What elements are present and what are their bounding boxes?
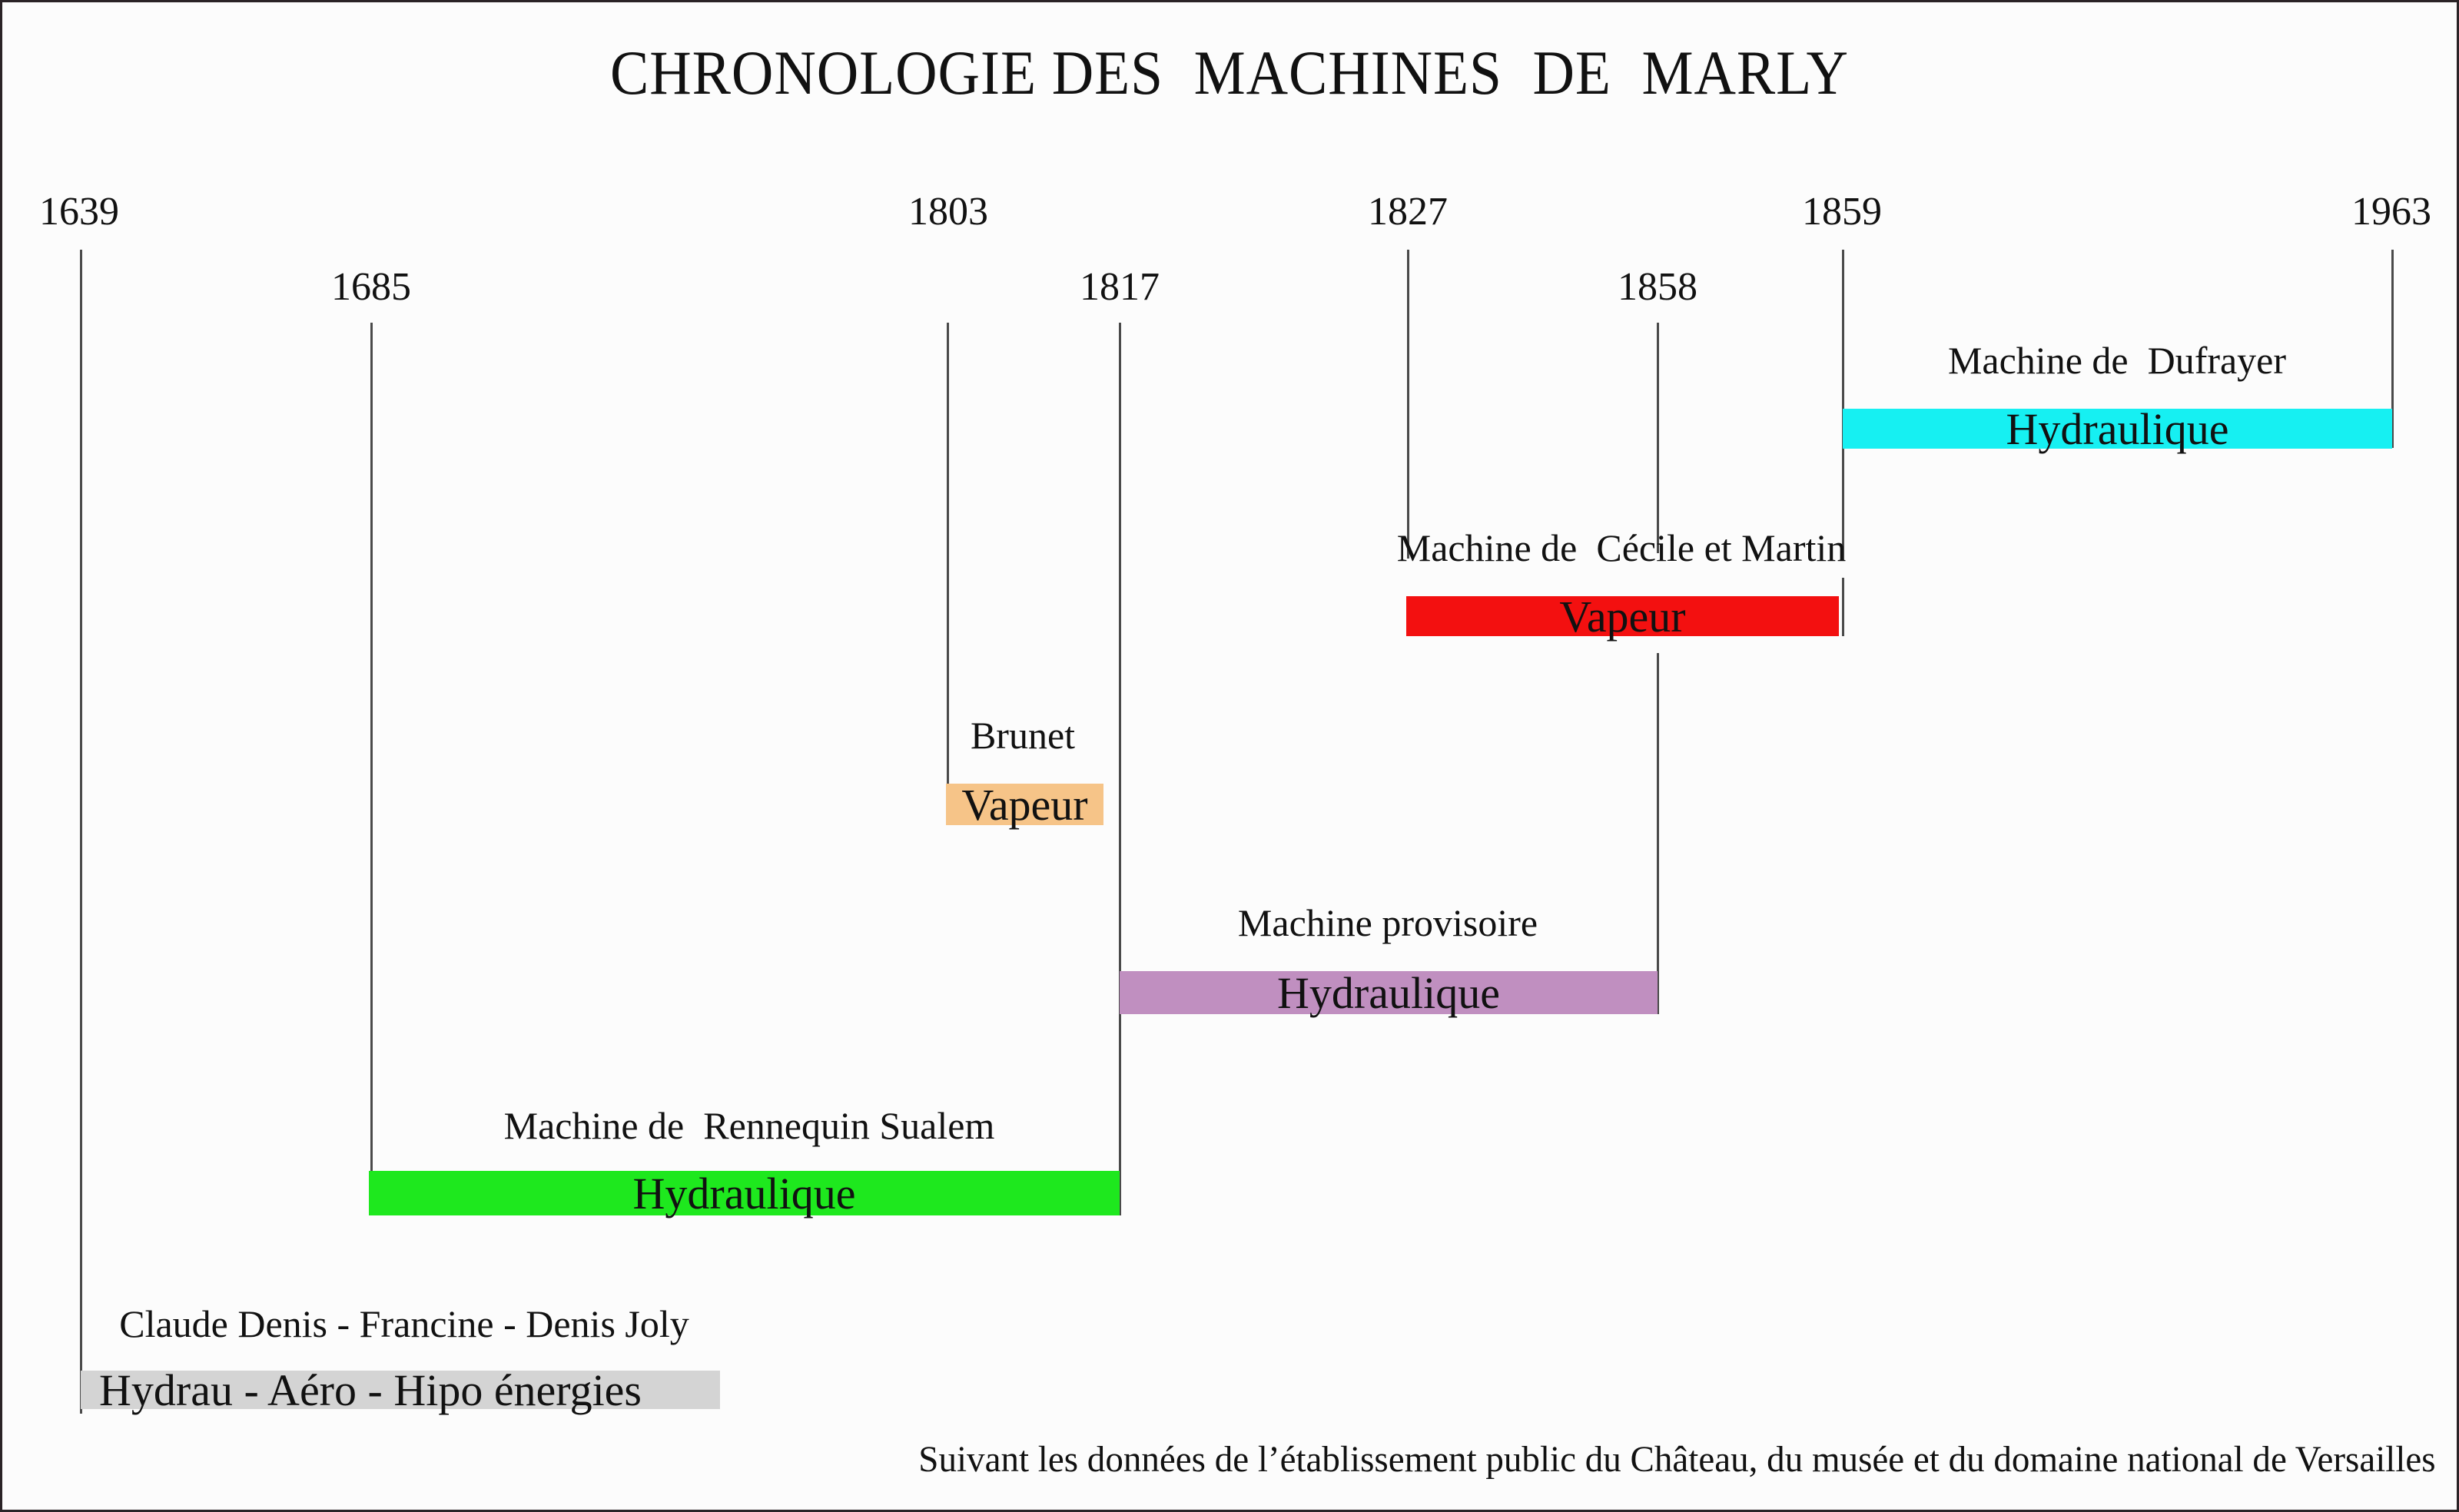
year-line-1685 [370,323,373,1215]
energy-type-cecile-martin: Vapeur [1559,591,1686,642]
period-bar-dufrayer [1843,403,2392,454]
year-line-1858-upper [1657,323,1659,553]
year-line-1639 [80,250,82,1414]
energy-type-brunet: Vapeur [961,779,1088,830]
year-label-1639: 1639 [39,190,119,234]
year-line-1827 [1407,250,1409,559]
year-line-1859-upper [1842,250,1844,561]
machine-label-cecile-martin: Machine de Cécile et Martin [1396,526,1847,569]
year-line-1859-lower [1842,578,1844,636]
period-bar-rennequin-sualem [369,1168,1120,1219]
machine-label-brunet: Brunet [970,714,1076,757]
year-label-1817: 1817 [1080,265,1160,309]
energy-type-dufrayer: Hydraulique [2006,403,2229,454]
year-label-1803: 1803 [908,190,988,234]
period-bar-brunet [946,779,1103,830]
source-note: Suivant les données de l’établissement public du Château, du musée et du domaine national de Versailles [918,1439,2436,1480]
year-label-1859: 1859 [1802,190,1882,234]
machine-label-dufrayer: Machine de Dufrayer [1947,339,2287,382]
machine-label-claude-denis: Claude Denis - Francine - Denis Joly [119,1302,689,1345]
machine-label-rennequin-sualem: Machine de Rennequin Sualem [503,1104,995,1147]
energy-type-claude-denis: Hydrau - Aéro - Hipo énergies [99,1364,642,1415]
machine-label-provisoire: Machine provisoire [1237,901,1538,944]
period-bar-claude-denis [81,1364,720,1415]
year-label-1827: 1827 [1368,190,1448,234]
year-line-1803 [947,323,949,824]
period-bar-cecile-martin [1406,591,1839,642]
energy-type-provisoire: Hydraulique [1277,967,1500,1018]
year-label-1858: 1858 [1618,265,1697,309]
diagram-title: CHRONOLOGIE DES MACHINES DE MARLY [610,38,1849,108]
year-label-1685: 1685 [331,265,411,309]
year-line-1858-lower [1657,653,1659,1014]
energy-type-rennequin-sualem: Hydraulique [632,1168,856,1219]
period-bar-provisoire [1120,967,1658,1018]
year-label-1963: 1963 [2351,190,2431,234]
year-line-1817 [1119,323,1121,1215]
